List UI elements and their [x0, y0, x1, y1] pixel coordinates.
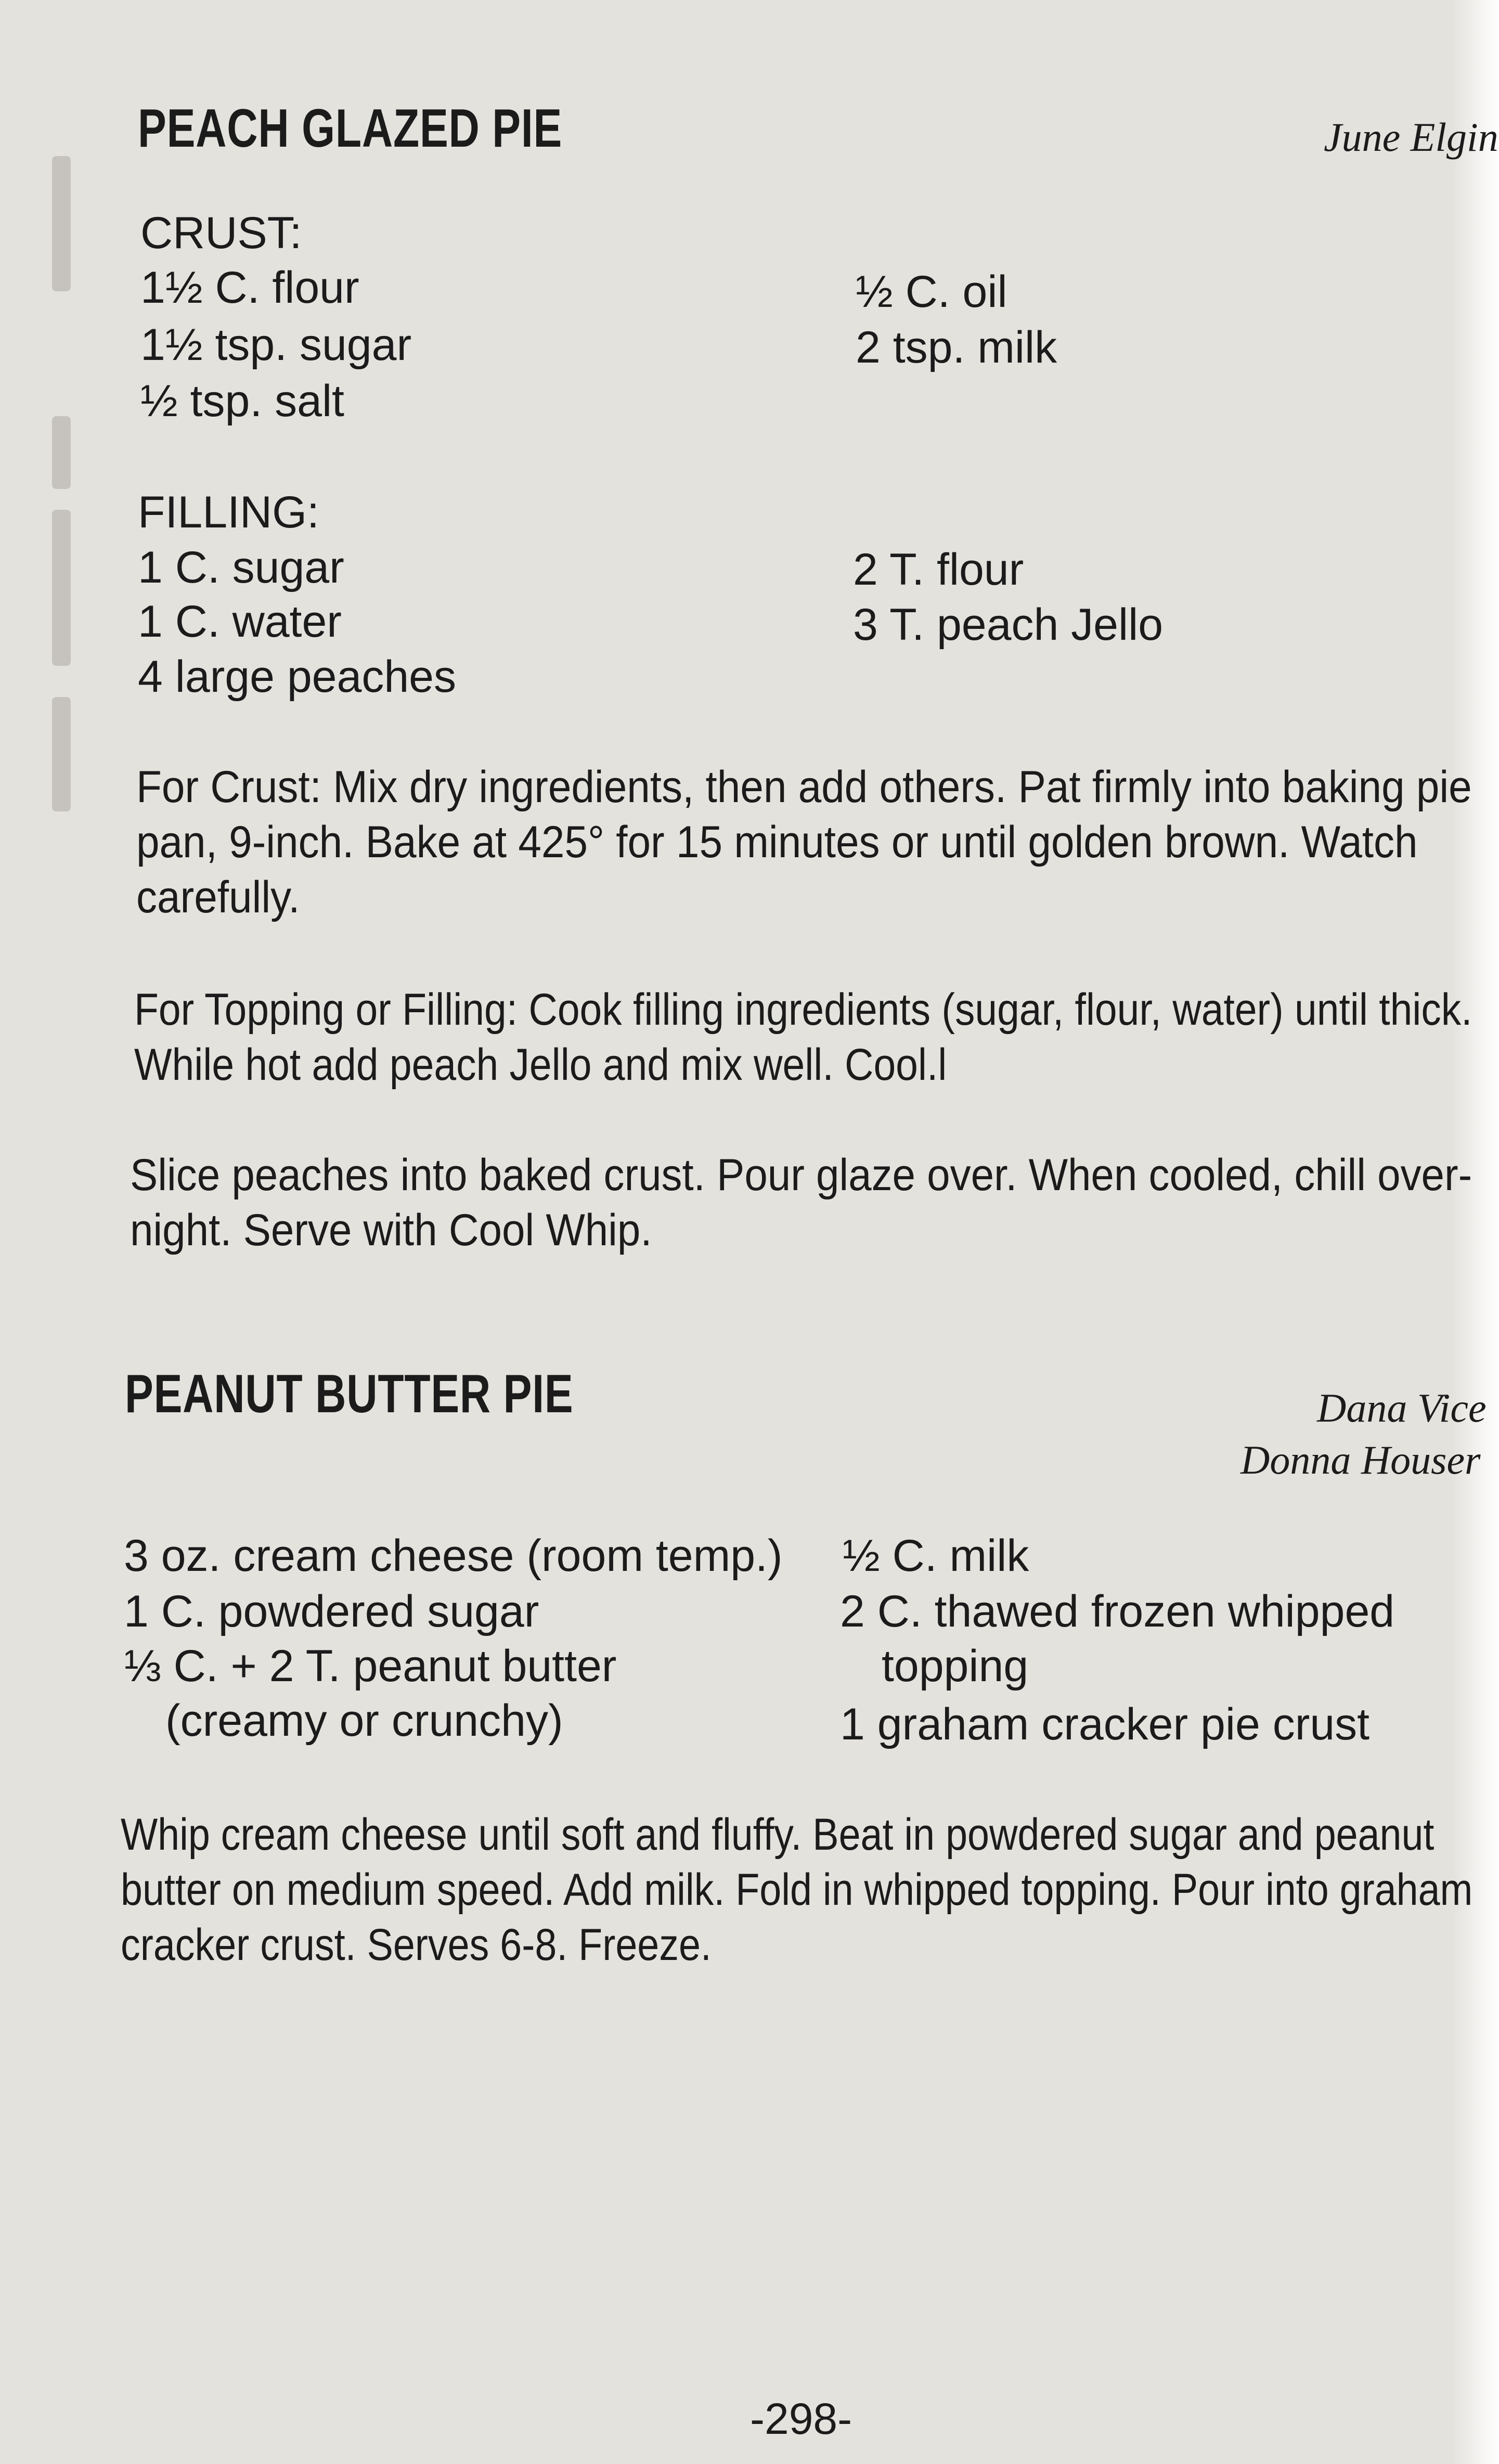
- ingredient: ½ C. milk: [843, 1531, 1029, 1581]
- filling-ingredient: 2 T. flour: [853, 545, 1024, 595]
- direction-line: night. Serve with Cool Whip.: [130, 1205, 652, 1255]
- direction-line: pan, 9-inch. Bake at 425° for 15 minutes or until golden brown. Watch: [136, 817, 1418, 867]
- crust-ingredient: ½ tsp. salt: [140, 376, 344, 426]
- direction-line: butter on medium speed. Add milk. Fold in whipped topping. Pour into graham: [121, 1865, 1473, 1915]
- recipe-directions: [136, 759, 1499, 925]
- direction-line: carefully.: [136, 872, 300, 922]
- direction-line: Slice peaches into baked crust. Pour glaze over. When cooled, chill over-: [130, 1150, 1472, 1200]
- bleed-through-mark: [52, 510, 71, 666]
- ingredient: 2 C. thawed frozen whipped: [840, 1586, 1395, 1636]
- direction-line: While hot add peach Jello and mix well. Cool.l: [134, 1040, 947, 1090]
- ingredient: 3 oz. cream cheese (room temp.): [124, 1531, 783, 1581]
- bleed-through-mark: [52, 697, 71, 811]
- ingredient: 1 graham cracker pie crust: [840, 1699, 1370, 1749]
- direction-line: Whip cream cheese until soft and fluffy. Beat in powdered sugar and peanut: [121, 1810, 1435, 1860]
- bleed-through-mark: [52, 156, 71, 291]
- filling-ingredient: 1 C. water: [138, 597, 342, 647]
- recipe-author: June Elgin: [1324, 114, 1498, 160]
- ingredient: 1 C. powdered sugar: [124, 1586, 539, 1636]
- filling-ingredient: 1 C. sugar: [138, 543, 344, 592]
- crust-ingredient: 1½ C. flour: [140, 263, 359, 313]
- recipe-title: PEANUT BUTTER PIE: [125, 1364, 574, 1424]
- recipe-title: PEACH GLAZED PIE: [138, 98, 563, 159]
- recipe-author: Donna Houser: [1240, 1437, 1481, 1482]
- recipe-directions: [130, 1147, 1499, 1258]
- filling-ingredient: 3 T. peach Jello: [853, 600, 1164, 650]
- filling-heading: FILLING:: [138, 487, 319, 537]
- recipe-author: Dana Vice: [1317, 1385, 1487, 1430]
- filling-ingredient: 4 large peaches: [138, 652, 456, 702]
- direction-line: cracker crust. Serves 6-8. Freeze.: [121, 1920, 712, 1970]
- crust-heading: CRUST:: [140, 208, 302, 258]
- recipe-directions: [121, 1807, 1499, 1972]
- ingredient: ⅓ C. + 2 T. peanut butter: [124, 1641, 617, 1691]
- bleed-through-mark: [52, 416, 71, 489]
- recipe-directions: [134, 982, 1499, 1092]
- direction-line: For Crust: Mix dry ingredients, then add others. Pat firmly into baking pie: [136, 762, 1472, 812]
- crust-ingredient: 2 tsp. milk: [856, 322, 1057, 372]
- direction-line: For Topping or Filling: Cook filling ingredients (sugar, flour, water) until thick.: [134, 985, 1472, 1035]
- crust-ingredient: 1½ tsp. sugar: [140, 320, 412, 370]
- page-number: -298-: [750, 2394, 852, 2443]
- crust-ingredient: ½ C. oil: [856, 267, 1007, 317]
- ingredient: (creamy or crunchy): [165, 1696, 563, 1746]
- ingredient: topping: [882, 1641, 1029, 1691]
